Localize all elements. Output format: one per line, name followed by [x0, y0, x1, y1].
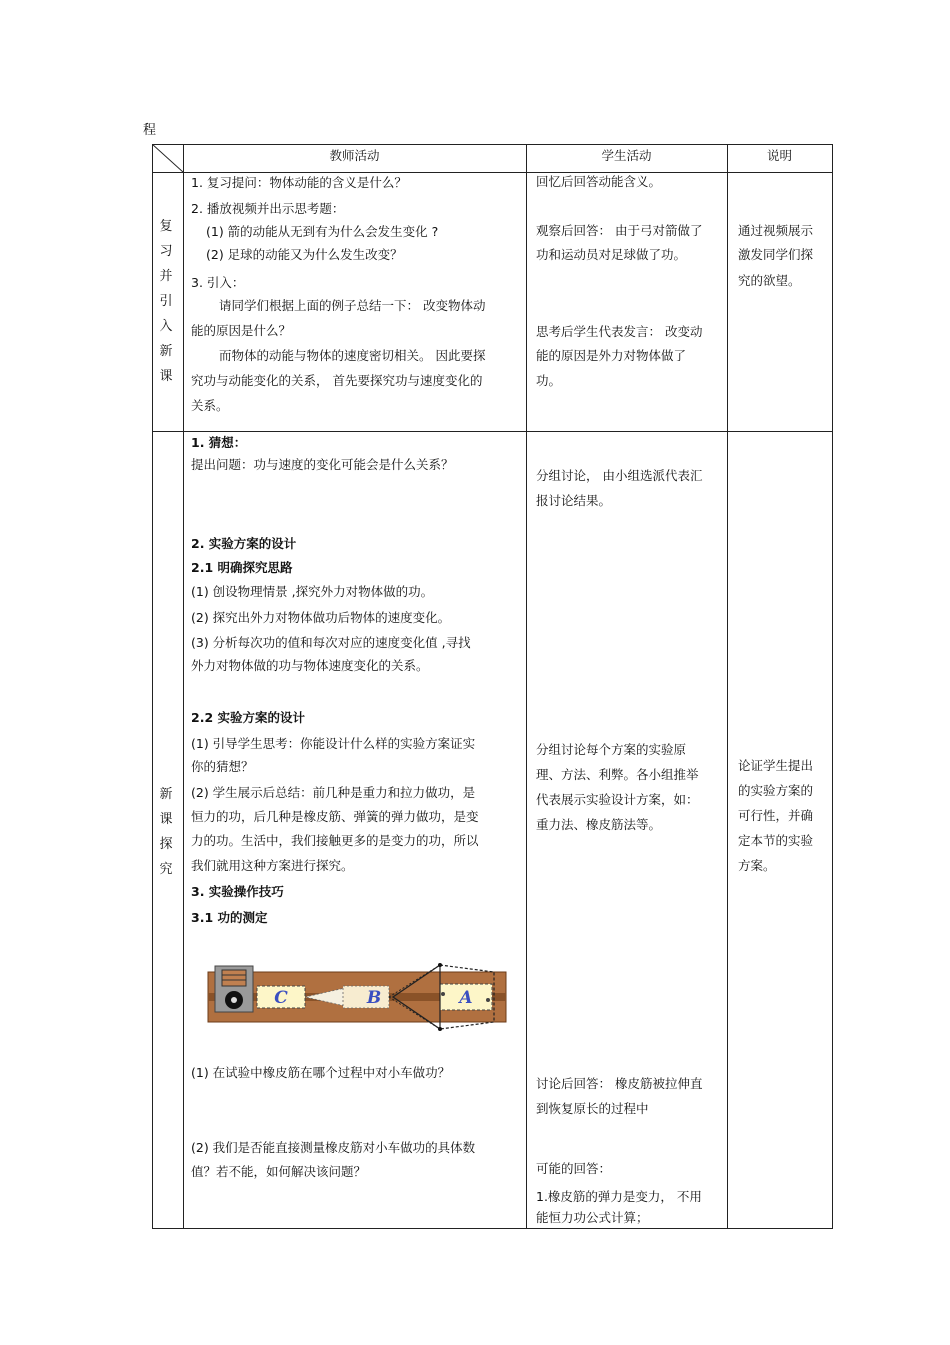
text-line: 回忆后回答动能含义。: [536, 174, 662, 189]
text-line: 请同学们根据上面的例子总结一下： 改变物体动: [219, 298, 486, 313]
text-line: (1) 箭的动能从无到有为什么会发生变化 ?: [206, 224, 439, 239]
row2-label-char: 探: [159, 837, 173, 852]
text-line: 能的原因是什么？: [191, 323, 292, 338]
text-line: 代表展示实验设计方案，如：: [536, 792, 699, 807]
text-line: 2. 播放视频并出示思考题：: [191, 201, 345, 216]
text-line: (1) 创设物理情景 ,探究外力对物体做的功。: [191, 584, 434, 599]
text-line: 值？若不能，如何解决该问题？: [191, 1164, 367, 1179]
row1-label-char: 新: [159, 344, 173, 359]
table-rule: [152, 1228, 833, 1229]
text-line: 3.1 功的测定: [191, 910, 268, 925]
text-line: 定本节的实验: [738, 833, 814, 848]
text-line: 究功与动能变化的关系， 首先要探究功与速度变化的: [191, 373, 483, 388]
text-line: 能的原因是外力对物体做了: [536, 348, 687, 363]
timer-coil: [222, 970, 246, 986]
row1-label-char: 入: [159, 319, 173, 334]
text-line: 力的功。生活中，我们接触更多的是变力的功，所以: [191, 833, 479, 848]
text-line: (3) 分析每次功的值和每次对应的速度变化值 ,寻找: [191, 635, 471, 650]
text-line: 究的欲望。: [738, 273, 801, 288]
text-line: 外力对物体做的功与物体速度变化的关系。: [191, 658, 429, 673]
header-teacher: 教师活动: [329, 148, 380, 163]
label-b: B: [366, 988, 382, 1008]
text-line: 提出问题：功与速度的变化可能会是什么关系？: [191, 457, 454, 472]
text-line: 我们就用这种方案进行探究。: [191, 858, 354, 873]
text-line: 可能的回答：: [536, 1161, 612, 1176]
table-rule: [526, 144, 527, 1229]
text-line: 关系。: [191, 398, 229, 413]
text-line: 3. 引入：: [191, 275, 245, 290]
row1-label-char: 引: [159, 294, 173, 309]
text-line: 分组讨论， 由小组选派代表汇: [536, 468, 703, 483]
row1-label-char: 课: [159, 369, 173, 384]
text-line: 2.2 实验方案的设计: [191, 710, 305, 725]
text-line: 思考后学生代表发言： 改变动: [536, 324, 703, 339]
row1-label-char: 复: [159, 219, 173, 234]
table-rule: [152, 431, 833, 432]
text-line: 报讨论结果。: [536, 493, 612, 508]
table-rule: [152, 144, 153, 1229]
experiment-figure: [207, 962, 509, 1034]
text-line: 你的猜想？: [191, 759, 254, 774]
table-rule: [832, 144, 833, 1229]
table-rule: [727, 144, 728, 1229]
text-line: 能恒力功公式计算；: [536, 1210, 649, 1225]
text-line: 方案。: [738, 858, 776, 873]
text-line: 3. 实验操作技巧: [191, 884, 284, 899]
text-line: 恒力的功，后几种是橡皮筋、弹簧的弹力做功，是变: [191, 809, 479, 824]
text-line: 2.1 明确探究思路: [191, 560, 293, 575]
text-line: 分组讨论每个方案的实验原: [536, 742, 687, 757]
text-line: (2) 我们是否能直接测量橡皮筋对小车做功的具体数: [191, 1140, 476, 1155]
row1-label-char: 习: [159, 244, 173, 259]
text-line: (2) 学生展示后总结：前几种是重力和拉力做功，是: [191, 785, 476, 800]
text-line: (2) 足球的动能又为什么发生改变？: [206, 247, 403, 262]
text-line: 激发同学们探: [738, 247, 814, 262]
row1-label-char: 并: [159, 269, 173, 284]
text-line: (1) 引导学生思考：你能设计什么样的实验方案证实: [191, 736, 476, 751]
text-line: 可行性，并确: [738, 808, 814, 823]
text-line: 1. 猜想：: [191, 435, 247, 450]
text-line: 到恢复原长的过程中: [536, 1101, 649, 1116]
header-diagonal: [152, 144, 183, 172]
text-line: 论证学生提出: [738, 758, 814, 773]
table-rule: [152, 172, 833, 173]
text-line: 2. 实验方案的设计: [191, 536, 297, 551]
text-line: (1) 在试验中橡皮筋在哪个过程中对小车做功？: [191, 1065, 451, 1080]
section-label: 程: [143, 123, 157, 138]
header-note: 说明: [766, 148, 792, 163]
row2-label-char: 究: [159, 862, 173, 877]
text-line: 而物体的动能与物体的速度密切相关。 因此要探: [219, 348, 486, 363]
row2-label-char: 新: [159, 787, 173, 802]
text-line: 通过视频展示: [738, 223, 814, 238]
text-line: 重力法、橡皮筋法等。: [536, 817, 662, 832]
table-rule: [183, 144, 184, 1229]
text-line: 的实验方案的: [738, 783, 814, 798]
header-student: 学生活动: [601, 148, 652, 163]
text-line: 功和运动员对足球做了功。: [536, 247, 687, 262]
text-line: (2) 探究出外力对物体做功后物体的速度变化。: [191, 610, 451, 625]
table-rule: [152, 144, 833, 145]
label-c: C: [274, 988, 288, 1008]
text-line: 1.橡皮筋的弹力是变力， 不用: [536, 1189, 702, 1204]
text-line: 理、方法、利弊。各小组推举: [536, 767, 699, 782]
row2-label-char: 课: [159, 812, 173, 827]
text-line: 1. 复习提问：物体动能的含义是什么？: [191, 175, 407, 190]
label-a: A: [459, 988, 473, 1008]
text-line: 讨论后回答： 橡皮筋被拉伸直: [536, 1076, 703, 1091]
text-line: 功。: [536, 373, 562, 388]
text-line: 观察后回答： 由于弓对箭做了: [536, 223, 703, 238]
